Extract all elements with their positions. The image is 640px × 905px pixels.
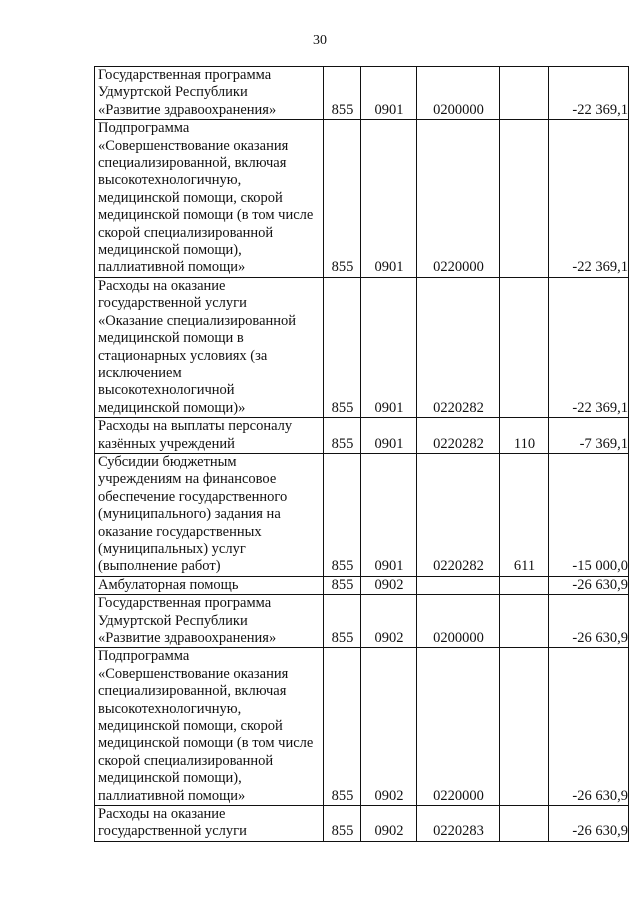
section-code-cell: 0901 [361, 277, 417, 417]
amount-cell: -15 000,0 [549, 453, 629, 576]
section-code-cell: 0901 [361, 120, 417, 278]
department-code-cell: 855 [324, 453, 361, 576]
table-row [95, 576, 629, 594]
target-article-cell: 0200000 [417, 67, 500, 120]
expense-type-cell: 611 [500, 453, 549, 576]
amount-cell: -22 369,1 [549, 67, 629, 120]
amount-cell: -26 630,9 [549, 595, 629, 648]
amount-cell: -26 630,9 [549, 806, 629, 842]
table-row [95, 453, 629, 576]
department-code-cell: 855 [324, 576, 361, 594]
target-article-cell: 0220283 [417, 806, 500, 842]
expense-name-cell: Субсидии бюджетным учреждениям на финансовое обеспечение государственного (муниципального) задания на оказание государственных (муниципальных) услуг (выполнение работ) [95, 453, 324, 576]
amount-cell: -26 630,9 [549, 576, 629, 594]
section-code-cell: 0901 [361, 67, 417, 120]
expense-name-cell: Государственная программа Удмуртской Республики «Развитие здравоохранения» [95, 67, 324, 120]
section-code-cell: 0902 [361, 648, 417, 806]
department-code-cell: 855 [324, 67, 361, 120]
target-article-cell: 0200000 [417, 595, 500, 648]
department-code-cell: 855 [324, 418, 361, 454]
expense-name-cell: Расходы на выплаты персоналу казённых учреждений [95, 418, 324, 454]
table-row [95, 120, 629, 278]
expense-type-cell [500, 806, 549, 842]
section-code-cell: 0901 [361, 453, 417, 576]
expense-type-cell: 110 [500, 418, 549, 454]
budget-table [94, 66, 629, 842]
target-article-cell: 0220282 [417, 277, 500, 417]
target-article-cell: 0220000 [417, 120, 500, 278]
section-code-cell: 0901 [361, 418, 417, 454]
section-code-cell: 0902 [361, 595, 417, 648]
department-code-cell: 855 [324, 806, 361, 842]
target-article-cell: 0220282 [417, 453, 500, 576]
target-article-cell: 0220282 [417, 418, 500, 454]
section-code-cell: 0902 [361, 806, 417, 842]
expense-type-cell [500, 648, 549, 806]
amount-cell: -26 630,9 [549, 648, 629, 806]
expense-name-cell: Расходы на оказание государственной услуги [95, 806, 324, 842]
department-code-cell: 855 [324, 595, 361, 648]
expense-type-cell [500, 67, 549, 120]
page-number: 30 [313, 33, 327, 48]
amount-cell: -22 369,1 [549, 120, 629, 278]
expense-type-cell [500, 576, 549, 594]
section-code-cell: 0902 [361, 576, 417, 594]
table-row [95, 277, 629, 417]
expense-type-cell [500, 120, 549, 278]
table-row [95, 595, 629, 648]
target-article-cell [417, 576, 500, 594]
amount-cell: -22 369,1 [549, 277, 629, 417]
expense-name-cell: Подпрограмма «Совершенствование оказания специализированной, включая высокотехнологичную, медицинской помощи, скорой медицинской помощи (в том числе скорой специализированной медицинской помощи), паллиативной помощи» [95, 648, 324, 806]
department-code-cell: 855 [324, 277, 361, 417]
table-row [95, 648, 629, 806]
expense-name-cell: Амбулаторная помощь [95, 576, 324, 594]
expense-type-cell [500, 277, 549, 417]
table-row [95, 806, 629, 842]
department-code-cell: 855 [324, 648, 361, 806]
department-code-cell: 855 [324, 120, 361, 278]
amount-cell: -7 369,1 [549, 418, 629, 454]
table-row [95, 418, 629, 454]
expense-name-cell: Государственная программа Удмуртской Республики «Развитие здравоохранения» [95, 595, 324, 648]
expense-name-cell: Подпрограмма «Совершенствование оказания специализированной, включая высокотехнологичную, медицинской помощи, скорой медицинской помощи (в том числе скорой специализированной медицинской помощи), паллиативной помощи» [95, 120, 324, 278]
expense-name-cell: Расходы на оказание государственной услуги «Оказание специализированной медицинской помощи в стационарных условиях (за исключением высокотехнологичной медицинской помощи)» [95, 277, 324, 417]
table-row [95, 67, 629, 120]
expense-type-cell [500, 595, 549, 648]
target-article-cell: 0220000 [417, 648, 500, 806]
